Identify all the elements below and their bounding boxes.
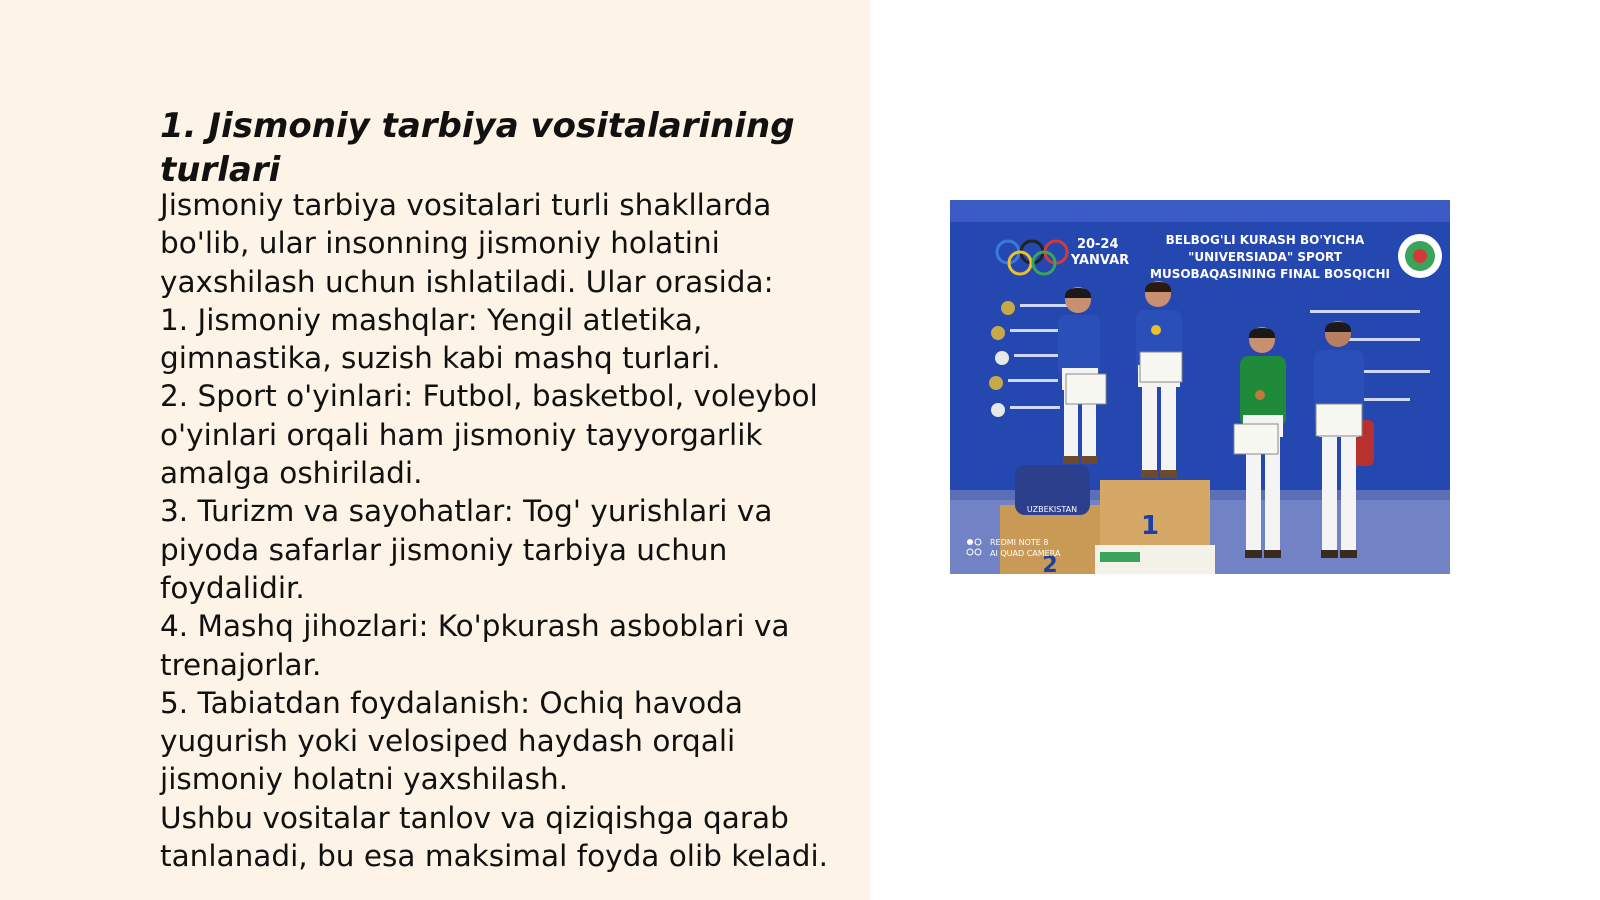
list-item-exercises: 1. Jismoniy mashqlar: Yengil atletika, gimnastika, suzish kabi mashq turlari. <box>160 302 721 376</box>
conclusion-paragraph: Ushbu vositalar tanlov va qiziqishga qarab tanlanadi, bu esa maksimal foyda olib keladi. <box>160 800 829 874</box>
watermark-line-2: AI QUAD CAMERA <box>990 549 1061 558</box>
podium-second-number: 2 <box>1042 553 1058 574</box>
banner-title-1: BELBOG'LI KURASH BO'YICHA <box>1165 233 1365 247</box>
banner-title-3: MUSOBAQASINING FINAL BOSQICHI <box>1150 267 1390 281</box>
intro-paragraph: Jismoniy tarbiya vositalari turli shakllarda bo'lib, ular insonning jismoniy holatini yaxshilash uchun ishlatiladi. Ular orasida: <box>160 188 774 299</box>
banner-date: 20-24 YANVAR <box>1070 237 1130 268</box>
list-item-nature: 5. Tabiatdan foydalanish: Ochiq havoda yugurish yoki velosiped haydash orqali jismoniy holatni yaxshilash. <box>160 685 743 797</box>
award-ceremony-photo <box>950 200 1450 574</box>
podium-first-number: 1 <box>1140 511 1160 541</box>
list-item-sport-games: 2. Sport o'yinlari: Futbol, basketbol, voleybol o'yinlari orqali ham jismoniy tayyorgarlik amalga oshiriladi. <box>160 379 818 491</box>
list-item-tourism: 3. Turizm va sayohatlar: Tog' yurishlari va piyoda safarlar jismoniy tarbiya uchun foydalidir. <box>160 494 773 605</box>
list-item-equipment: 4. Mashq jihozlari: Ko'pkurash asboblari va trenajorlar. <box>160 609 790 682</box>
bag-label: UZBEKISTAN <box>1026 505 1078 514</box>
slide-title: 1. Jismoniy tarbiya vositalarining turlari <box>160 106 795 190</box>
banner-title-2: "UNIVERSIADA" SPORT <box>1188 250 1342 264</box>
slide-body <box>160 186 850 875</box>
watermark-line-1: REDMI NOTE 8 <box>990 538 1049 547</box>
